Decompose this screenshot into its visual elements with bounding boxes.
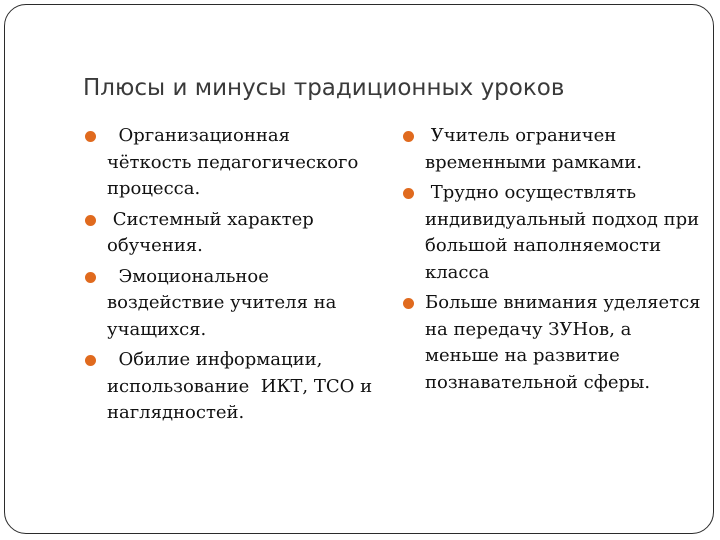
list-item (403, 180, 703, 286)
list-item-text: Трудно осуществлять индивидуальный подход при большой наполняемости класса (425, 182, 705, 283)
list-item-text: Больше внимания уделяется на передачу ЗУНов, а меньше на развитие познавательной сферы. (425, 292, 707, 393)
list-item (85, 123, 375, 203)
bullet-dot-icon (403, 298, 414, 309)
list-item (85, 347, 378, 427)
bullet-dot-icon (403, 131, 414, 142)
list-item-text: Эмоциональное воздействие учителя на учащихся. (107, 265, 343, 340)
list-item-text: Системный характер обучения. (107, 208, 320, 256)
slide-title: Плюсы и минусы традиционных уроков (83, 75, 565, 101)
cons-list (403, 123, 707, 400)
slide-frame (4, 4, 714, 534)
bullet-dot-icon (403, 188, 414, 199)
bullet-dot-icon (85, 272, 96, 283)
list-item (403, 123, 703, 176)
bullet-dot-icon (85, 355, 96, 366)
pros-list (85, 123, 378, 431)
list-item-text: Учитель ограничен временными рамками. (425, 125, 642, 173)
list-item-text: Обилие информации, использование ИКТ, ТСО и наглядностей. (107, 349, 378, 423)
list-item (85, 207, 375, 260)
bullet-dot-icon (85, 131, 96, 142)
list-item-text: Организационная чёткость педагогического процесса. (107, 125, 365, 199)
list-item (403, 290, 707, 396)
list-item (85, 264, 375, 344)
bullet-dot-icon (85, 215, 96, 226)
